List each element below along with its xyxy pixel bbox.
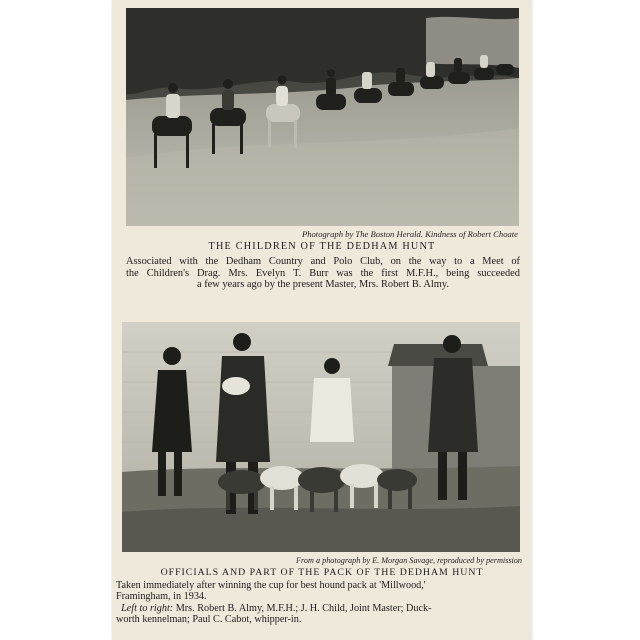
top-photo-credit: Photograph by The Boston Herald. Kindness of Robert Choate <box>301 229 518 239</box>
top-photo-title: THE CHILDREN OF THE DEDHAM HUNT <box>208 241 436 252</box>
officials-photo-illustration <box>122 322 520 552</box>
caption-line: Associated with the Dedham Country and Polo Club, on the way to a Meet of <box>126 256 520 267</box>
bottom-photo-title: OFFICIALS AND PART OF THE PACK OF THE DEDHAM HUNT <box>160 567 484 578</box>
riders-photo-illustration <box>126 8 519 226</box>
bottom-photo-credit: From a photograph by E. Morgan Savage, reproduced by permission <box>296 556 522 565</box>
left-to-right-label: Left to right: <box>121 602 174 614</box>
caption-line: a few years ago by the present Master, Mrs. Robert B. Almy. <box>197 279 449 291</box>
officials-pack-photo <box>122 322 520 552</box>
top-photo-caption <box>126 256 520 291</box>
caption-line: worth kennelman; Paul C. Cabot, whipper-in. <box>116 614 302 626</box>
caption-line: Framingham, in 1934. <box>116 591 207 603</box>
caption-line: the Children's Drag. Mrs. Evelyn T. Burr was the first M.F.H., being succeeded <box>126 267 520 279</box>
caption-line: Taken immediately after winning the cup for best hound pack at 'Millwood,' <box>116 580 426 591</box>
bottom-photo-caption <box>116 580 518 626</box>
left-to-right-names: Mrs. Robert B. Almy, M.F.H.; J. H. Child, Joint Master; Duck- <box>173 602 432 614</box>
children-hunt-photo <box>126 8 519 226</box>
book-page <box>112 0 532 640</box>
caption-line-left-to-right <box>116 603 518 614</box>
